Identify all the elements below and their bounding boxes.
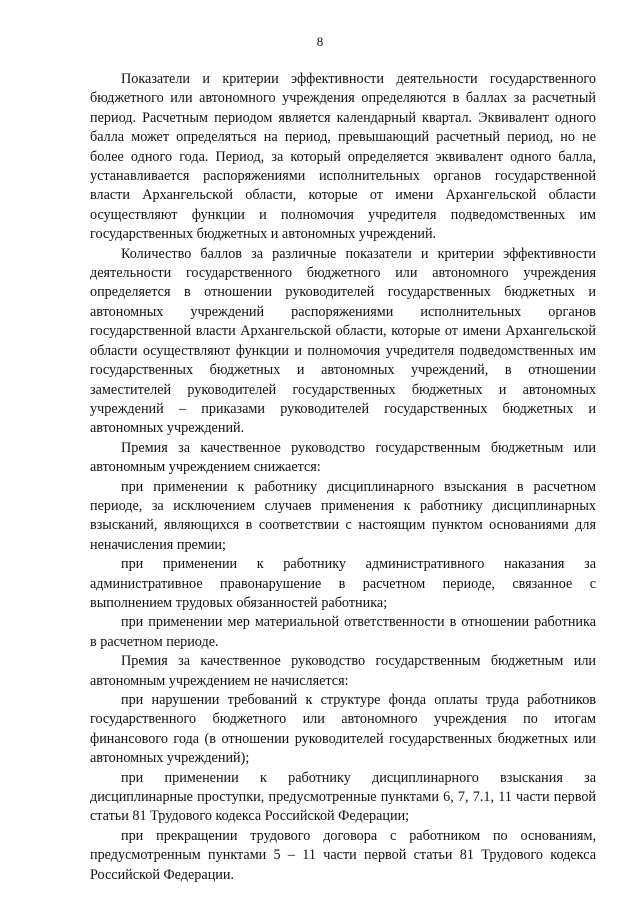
- paragraph-efficiency-criteria: Показатели и критерии эффективности деятельности государственного бюджетного или автономного учреждения определяются в баллах за расчетный период. Расчетным периодом является календарный квартал. Эквивалент одного балла может определяться на период, превышающий расчетный период, но не более одного года. Период, за который определяется эквивалент одного балла, устанавливается распоряжениями исполнительных органов государственной власти Архангельской области, которые от имени Архангельской области осуществляют функции и полномочия учредителя подведомственных им государственных бюджетных и автономных учреждений.: [90, 71, 596, 243]
- list-item-disciplinary-misconduct: при применении к работнику дисциплинарного взыскания за дисциплинарные проступки, предусмотренные пунктами 6, 7, 7.1, 11 части первой статьи 81 Трудового кодекса Российской Федерации;: [90, 769, 596, 825]
- paragraph-points-count: Количество баллов за различные показатели и критерии эффективности деятельности государственного бюджетного или автономного учреждения определяется в отношении руководителей государственных бюджетных и автономных учреждений распоряжениями исполнительных органов государственной власти Архангельской области, которые от имени Архангельской области осуществляют функции и полномочия учредителя подведомственных им государственных бюджетных и автономных учреждений, в отношении заместителей руководителей государственных бюджетных и автономных учреждений – приказами руководителей государственных бюджетных и автономных учреждений.: [90, 245, 596, 437]
- document-body: [90, 70, 596, 885]
- paragraph-bonus-reduced: Премия за качественное руководство государственным бюджетным или автономным учреждением снижается:: [90, 439, 596, 476]
- list-item-contract-termination: при прекращении трудового договора с работником по основаниям, предусмотренным пунктами 5 – 11 части первой статьи 81 Трудового кодекса Российской Федерации.: [90, 827, 596, 883]
- list-item-material-liability: при применении мер материальной ответственности в отношении работника в расчетном периоде.: [90, 614, 596, 650]
- list-item-disciplinary-penalty: при применении к работнику дисциплинарного взыскания в расчетном периоде, за исключением случаев применения к работнику дисциплинарных взысканий, являющихся в соответствии с настоящим пунктом основаниями для неначисления премии;: [90, 478, 596, 553]
- list-item-administrative-penalty: при применении к работнику административного наказания за административное правонарушение в расчетном периоде, связанное с выполнением трудовых обязанностей работника;: [90, 556, 596, 611]
- paragraph-bonus-not-accrued: Премия за качественное руководство государственным бюджетным или автономным учреждением не начисляется:: [90, 653, 596, 689]
- page-number: 8: [316, 34, 324, 49]
- list-item-payroll-structure-violation: при нарушении требований к структуре фонда оплаты труда работников государственного бюджетного или автономного учреждения по итогам финансового года (в отношении руководителей государственных бюджетных или автономных учреждений);: [90, 692, 596, 767]
